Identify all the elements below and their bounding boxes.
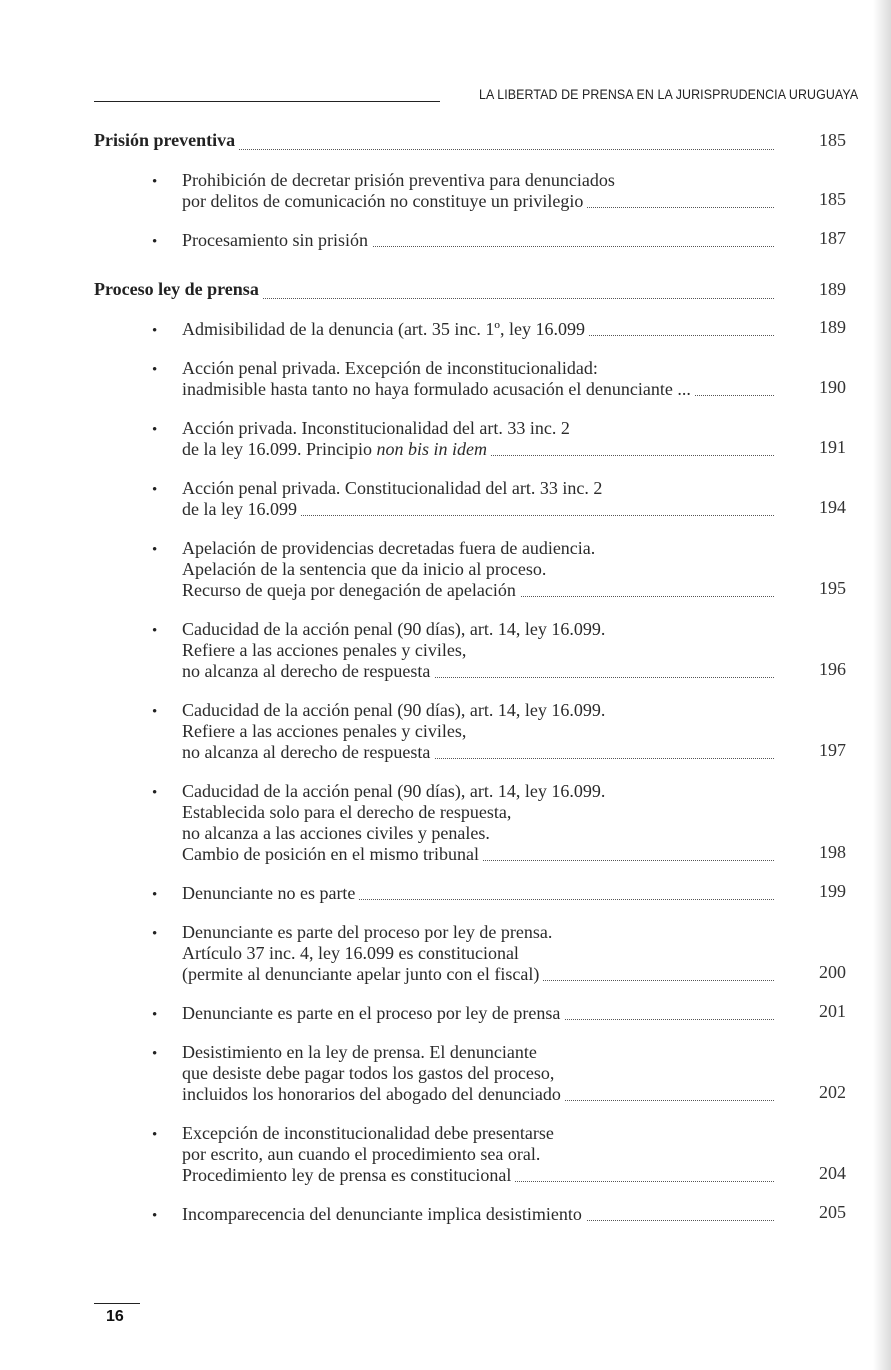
entry-text: Caducidad de la acción penal (90 días), art. 14, ley 16.099. <box>182 619 609 639</box>
entry-text: no alcanza al derecho de respuesta <box>182 742 434 762</box>
entry-page-number: 185 <box>819 189 846 209</box>
entry-text: Acción penal privada. Constitucionalidad del art. 33 inc. 2 <box>182 478 606 498</box>
entry-line <box>182 1084 858 1105</box>
bullet-icon: • <box>152 542 158 558</box>
section-page-number: 189 <box>819 279 846 299</box>
section-title: Proceso ley de prensa <box>94 279 263 300</box>
entry-line <box>182 964 858 985</box>
entry-text: Apelación de la sentencia que da inicio al proceso. <box>182 559 550 579</box>
entry-page-number: 197 <box>819 740 846 760</box>
entry-text: Recurso de queja por denegación de apelación <box>182 580 520 600</box>
entry-line <box>182 883 858 904</box>
bullet-icon: • <box>152 1208 158 1224</box>
entry-text: (permite al denunciante apelar junto con el fiscal) <box>182 964 543 984</box>
section-page-number: 185 <box>819 130 846 150</box>
entry-text: de la ley 16.099. Principio non bis in idem <box>182 439 491 459</box>
bullet-icon: • <box>152 1007 158 1023</box>
entry-text: Caducidad de la acción penal (90 días), art. 14, ley 16.099. <box>182 781 609 801</box>
entry-line <box>182 700 858 721</box>
entry-page-number: 195 <box>819 578 846 598</box>
entry-page-number: 204 <box>819 1163 846 1183</box>
entry-line <box>182 1204 858 1225</box>
entry-line <box>182 1123 858 1144</box>
latin-phrase: non bis in idem <box>376 439 487 459</box>
toc-entry <box>152 1042 858 1105</box>
entry-text: Denunciante no es parte <box>182 883 359 903</box>
entry-text: no alcanza a las acciones civiles y penales. <box>182 823 494 843</box>
entry-page-number: 190 <box>819 377 846 397</box>
bullet-icon: • <box>152 926 158 942</box>
bullet-icon: • <box>152 887 158 903</box>
entry-text: no alcanza al derecho de respuesta <box>182 661 434 681</box>
toc-entry <box>152 418 858 460</box>
entry-line <box>182 580 858 601</box>
entry-line <box>182 1063 858 1084</box>
toc-entry <box>152 1123 858 1186</box>
entry-text: Acción penal privada. Excepción de inconstitucionalidad: <box>182 358 602 378</box>
footer-rule <box>94 1303 140 1304</box>
entry-text: Cambio de posición en el mismo tribunal <box>182 844 483 864</box>
section-heading <box>94 130 858 156</box>
running-header <box>94 86 858 106</box>
entry-line <box>182 319 858 340</box>
section-title: Prisión preventiva <box>94 130 239 151</box>
entry-line <box>182 439 858 460</box>
bullet-icon: • <box>152 482 158 498</box>
entry-line <box>182 379 858 400</box>
entry-text: Apelación de providencias decretadas fuera de audiencia. <box>182 538 599 558</box>
entry-text: incluidos los honorarios del abogado del denunciado <box>182 1084 565 1104</box>
entry-line <box>182 619 858 640</box>
entry-line <box>182 742 858 763</box>
entry-line <box>182 1165 858 1186</box>
entry-text: Refiere a las acciones penales y civiles, <box>182 640 470 660</box>
entry-line <box>182 721 858 742</box>
entry-line <box>182 418 858 439</box>
page-edge-shadow <box>873 0 891 1370</box>
page-footer <box>94 1303 140 1326</box>
entry-line <box>182 358 858 379</box>
bullet-icon: • <box>152 362 158 378</box>
bullet-icon: • <box>152 1127 158 1143</box>
entry-line <box>182 170 858 191</box>
entry-text: por escrito, aun cuando el procedimiento sea oral. <box>182 1144 544 1164</box>
entry-page-number: 205 <box>819 1202 846 1222</box>
bullet-icon: • <box>152 234 158 250</box>
entry-line <box>182 640 858 661</box>
entry-line <box>182 191 858 212</box>
entry-page-number: 202 <box>819 1082 846 1102</box>
entry-page-number: 196 <box>819 659 846 679</box>
table-of-contents <box>94 130 858 1225</box>
entry-text: que desiste debe pagar todos los gastos del proceso, <box>182 1063 558 1083</box>
bullet-icon: • <box>152 422 158 438</box>
toc-entry <box>152 170 858 212</box>
entry-line <box>182 943 858 964</box>
entry-text: Caducidad de la acción penal (90 días), art. 14, ley 16.099. <box>182 700 609 720</box>
entry-page-number: 200 <box>819 962 846 982</box>
bullet-icon: • <box>152 785 158 801</box>
entry-line <box>182 1144 858 1165</box>
header-rule <box>94 101 440 102</box>
entry-text: Establecida solo para el derecho de respuesta, <box>182 802 515 822</box>
toc-entry <box>152 317 858 340</box>
toc-entry <box>152 538 858 601</box>
bullet-icon: • <box>152 323 158 339</box>
running-header-title: LA LIBERTAD DE PRENSA EN LA JURISPRUDENCIA URUGUAYA <box>478 87 858 102</box>
entry-page-number: 191 <box>819 437 846 457</box>
bullet-icon: • <box>152 174 158 190</box>
entry-text: de la ley 16.099 <box>182 499 301 519</box>
toc-entry <box>152 881 858 904</box>
entry-line <box>182 802 858 823</box>
entry-text: Procedimiento ley de prensa es constitucional <box>182 1165 515 1185</box>
toc-entry <box>152 1202 858 1225</box>
entry-text: Acción privada. Inconstitucionalidad del art. 33 inc. 2 <box>182 418 574 438</box>
toc-entry <box>152 922 858 985</box>
entry-text: Excepción de inconstitucionalidad debe presentarse <box>182 1123 558 1143</box>
entry-text: Denunciante es parte en el proceso por ley de prensa <box>182 1003 564 1023</box>
bullet-icon: • <box>152 1046 158 1062</box>
entry-line <box>182 1003 858 1024</box>
entry-line <box>182 1042 858 1063</box>
entry-text: Artículo 37 inc. 4, ley 16.099 es constitucional <box>182 943 523 963</box>
toc-section <box>94 279 858 1225</box>
bullet-icon: • <box>152 623 158 639</box>
entry-text: Refiere a las acciones penales y civiles, <box>182 721 470 741</box>
page-number: 16 <box>106 1308 124 1325</box>
entry-line <box>182 781 858 802</box>
entry-page-number: 201 <box>819 1001 846 1021</box>
entry-text: inadmisible hasta tanto no haya formulado acusación el denunciante ... <box>182 379 695 399</box>
entry-text: Denunciante es parte del proceso por ley de prensa. <box>182 922 556 942</box>
entry-line <box>182 922 858 943</box>
entry-page-number: 199 <box>819 881 846 901</box>
entry-text: por delitos de comunicación no constituye un privilegio <box>182 191 587 211</box>
entry-line <box>182 844 858 865</box>
bullet-icon: • <box>152 704 158 720</box>
entry-line <box>182 478 858 499</box>
toc-entry <box>152 228 858 251</box>
entry-text: Incomparecencia del denunciante implica desistimiento <box>182 1204 586 1224</box>
entry-line <box>182 538 858 559</box>
entry-page-number: 198 <box>819 842 846 862</box>
entry-text: Prohibición de decretar prisión preventiva para denunciados <box>182 170 619 190</box>
toc-entry <box>152 478 858 520</box>
entry-text: Procesamiento sin prisión <box>182 230 372 250</box>
entry-line <box>182 661 858 682</box>
toc-entry <box>152 700 858 763</box>
entry-line <box>182 230 858 251</box>
entry-page-number: 194 <box>819 497 846 517</box>
entry-page-number: 187 <box>819 228 846 248</box>
toc-section <box>94 130 858 251</box>
entry-line <box>182 499 858 520</box>
entry-text: Admisibilidad de la denuncia (art. 35 inc. 1º, ley 16.099 <box>182 319 589 339</box>
toc-entry <box>152 358 858 400</box>
entry-page-number: 189 <box>819 317 846 337</box>
entry-text: Desistimiento en la ley de prensa. El denunciante <box>182 1042 541 1062</box>
entry-line <box>182 823 858 844</box>
toc-entry <box>152 619 858 682</box>
toc-entry <box>152 781 858 865</box>
section-heading <box>94 279 858 305</box>
entry-line <box>182 559 858 580</box>
toc-entry <box>152 1001 858 1024</box>
